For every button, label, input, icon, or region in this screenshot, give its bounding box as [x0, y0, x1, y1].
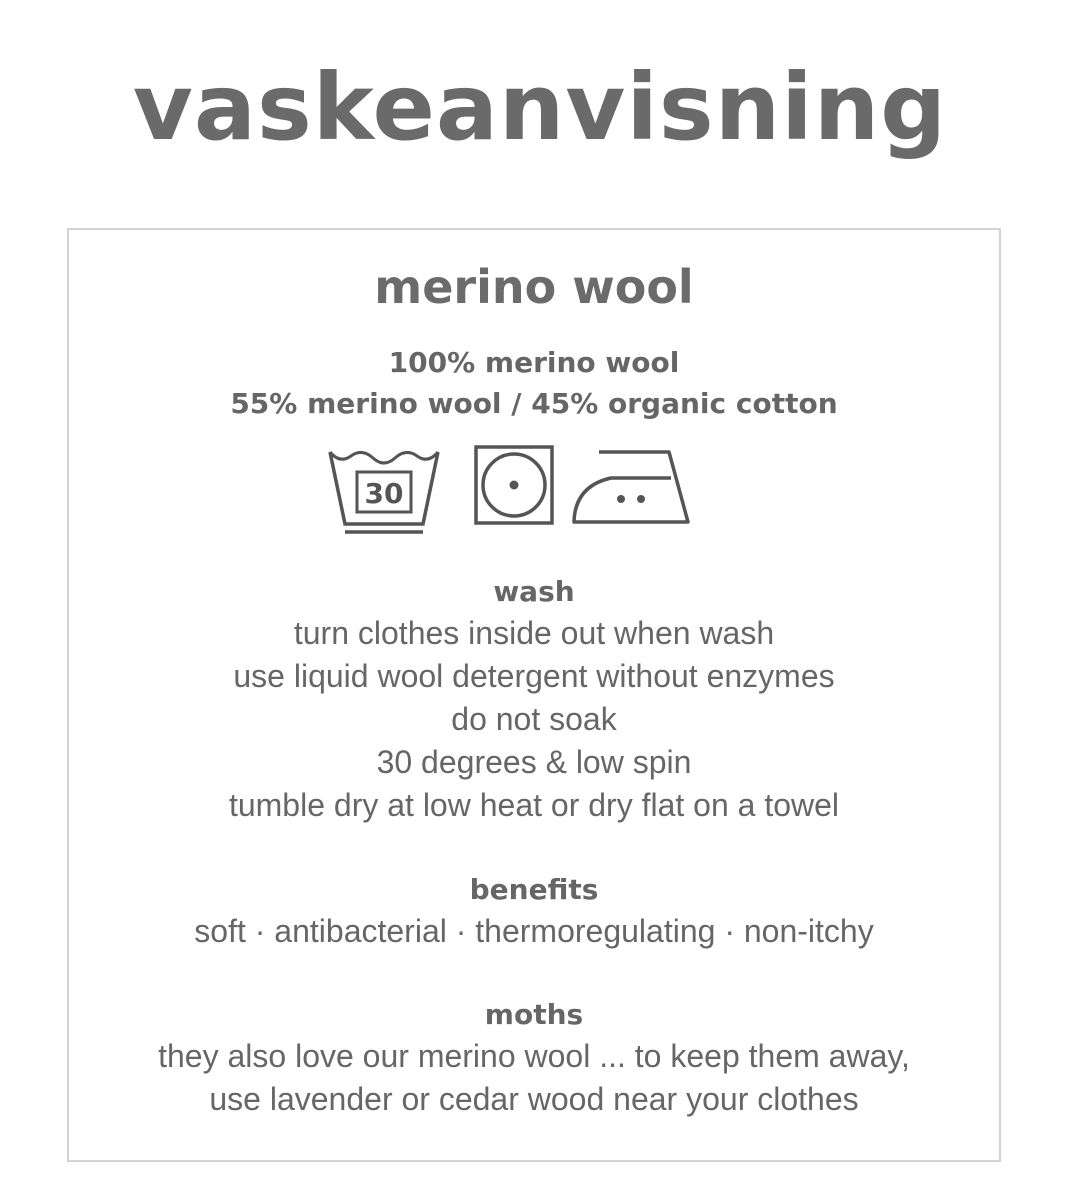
composition-line: 55% merino wool / 45% organic cotton — [230, 387, 838, 420]
wash-instruction: 30 degrees & low spin — [376, 744, 692, 780]
benefits-section — [69, 870, 999, 953]
moths-text: use lavender or cedar wood near your clothes — [209, 1081, 859, 1117]
care-label-card — [67, 228, 1001, 1162]
wash-heading: wash — [493, 575, 575, 608]
tumble-dry-low-icon — [473, 444, 555, 526]
iron-medium-icon — [571, 446, 691, 528]
wash-section — [69, 572, 999, 827]
composition — [69, 342, 999, 424]
card-title: merino wool — [374, 260, 694, 314]
wash-30-icon — [327, 444, 441, 536]
composition-line: 100% merino wool — [388, 346, 680, 379]
moths-heading: moths — [484, 998, 584, 1031]
wash-instruction: turn clothes inside out when wash — [293, 615, 775, 651]
moths-section — [69, 995, 999, 1121]
wash-temperature: 30 — [364, 477, 404, 510]
benefits-heading: benefits — [469, 873, 599, 906]
wash-instruction: tumble dry at low heat or dry flat on a towel — [228, 787, 840, 823]
wash-instruction: do not soak — [451, 701, 617, 737]
benefits-text: soft · antibacterial · thermoregulating · non-itchy — [194, 913, 874, 949]
wash-instruction: use liquid wool detergent without enzymes — [233, 658, 835, 694]
moths-text: they also love our merino wool ... to keep them away, — [158, 1038, 910, 1074]
page-title: vaskeanvisning — [132, 54, 948, 161]
care-symbols — [327, 444, 697, 536]
